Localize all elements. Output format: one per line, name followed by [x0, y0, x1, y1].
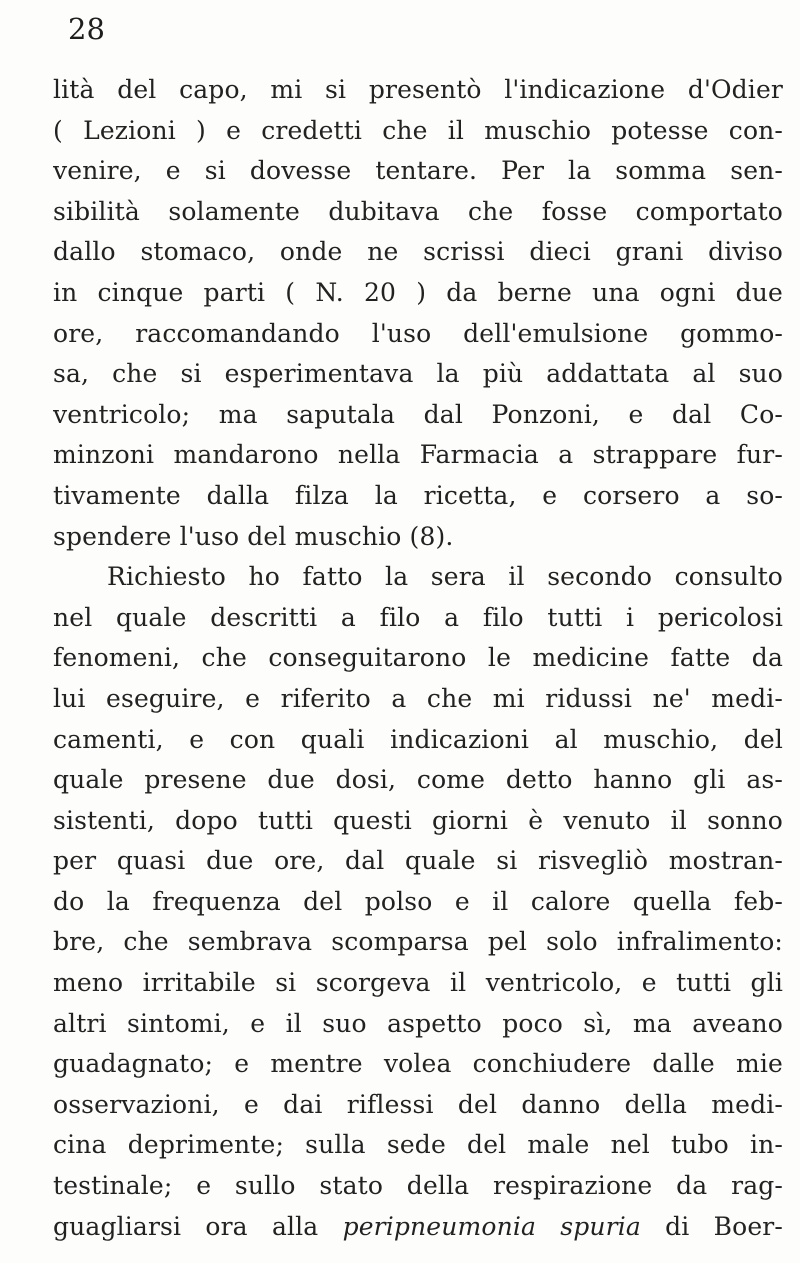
text-line: ( Lezioni ) e credetti che il muschio potesse con- [53, 115, 783, 145]
text-line: per quasi due ore, dal quale si risvegliò mostran- [53, 846, 783, 876]
text-line: osservazioni, e dai riflessi del danno della medi- [53, 1089, 783, 1119]
text-line: sibilità solamente dubitava che fosse comportato [53, 196, 783, 226]
text-line: tivamente dalla filza la ricetta, e corsero a so- [53, 480, 783, 510]
italic-term: peripneumonia spuria [342, 1211, 641, 1241]
text-line: Richiesto ho fatto la sera il secondo consulto [107, 562, 783, 592]
page-number: 28 [68, 12, 105, 46]
text-line: venire, e si dovesse tentare. Per la somma sen- [53, 156, 783, 186]
text-line: sistenti, dopo tutti questi giorni è venuto il sonno [53, 805, 783, 835]
text-line: testinale; e sullo stato della respirazione da rag- [53, 1171, 783, 1201]
text-line: camenti, e con quali indicazioni al muschio, del [53, 724, 783, 754]
text-line-last [53, 1207, 783, 1248]
text-line: lità del capo, mi si presentò l'indicazione d'Odier [53, 75, 783, 104]
text-line: nel quale descritti a filo a filo tutti i pericolosi [53, 602, 783, 632]
text-line: quale presene due dosi, come detto hanno gli as- [53, 765, 783, 795]
text-line: ore, raccomandando l'uso dell'emulsione gommo- [53, 318, 783, 348]
text-segment: guagliarsi ora alla [53, 1211, 319, 1241]
text-line: minzoni mandarono nella Farmacia a strappare fur- [53, 440, 783, 470]
text-line: cina deprimente; sulla sede del male nel tubo in- [53, 1130, 783, 1160]
text-line: guadagnato; e mentre volea conchiudere dalle mie [53, 1049, 783, 1079]
text-line: lui eseguire, e riferito a che mi ridussi ne' medi- [53, 683, 783, 713]
body-text [53, 70, 783, 1247]
text-line: in cinque parti ( N. 20 ) da berne una ogni due [53, 277, 783, 307]
text-line: altri sintomi, e il suo aspetto poco sì, ma aveano [53, 1008, 783, 1038]
text-line: fenomeni, che conseguitarono le medicine fatte da [53, 643, 783, 673]
text-line: sa, che si esperimentava la più addattata al suo [53, 359, 783, 389]
text-line: dallo stomaco, onde ne scrissi dieci grani diviso [53, 237, 783, 267]
text-line: spendere l'uso del muschio (8). [53, 521, 454, 551]
text-line: meno irritabile si scorgeva il ventricolo, e tutti gli [53, 968, 783, 998]
text-line: bre, che sembrava scomparsa pel solo infralimento: [53, 927, 783, 957]
text-segment: di Boer- [665, 1211, 783, 1241]
text-line: do la frequenza del polso e il calore quella feb- [53, 886, 783, 916]
text-line: ventricolo; ma saputala dal Ponzoni, e dal Co- [53, 399, 783, 429]
